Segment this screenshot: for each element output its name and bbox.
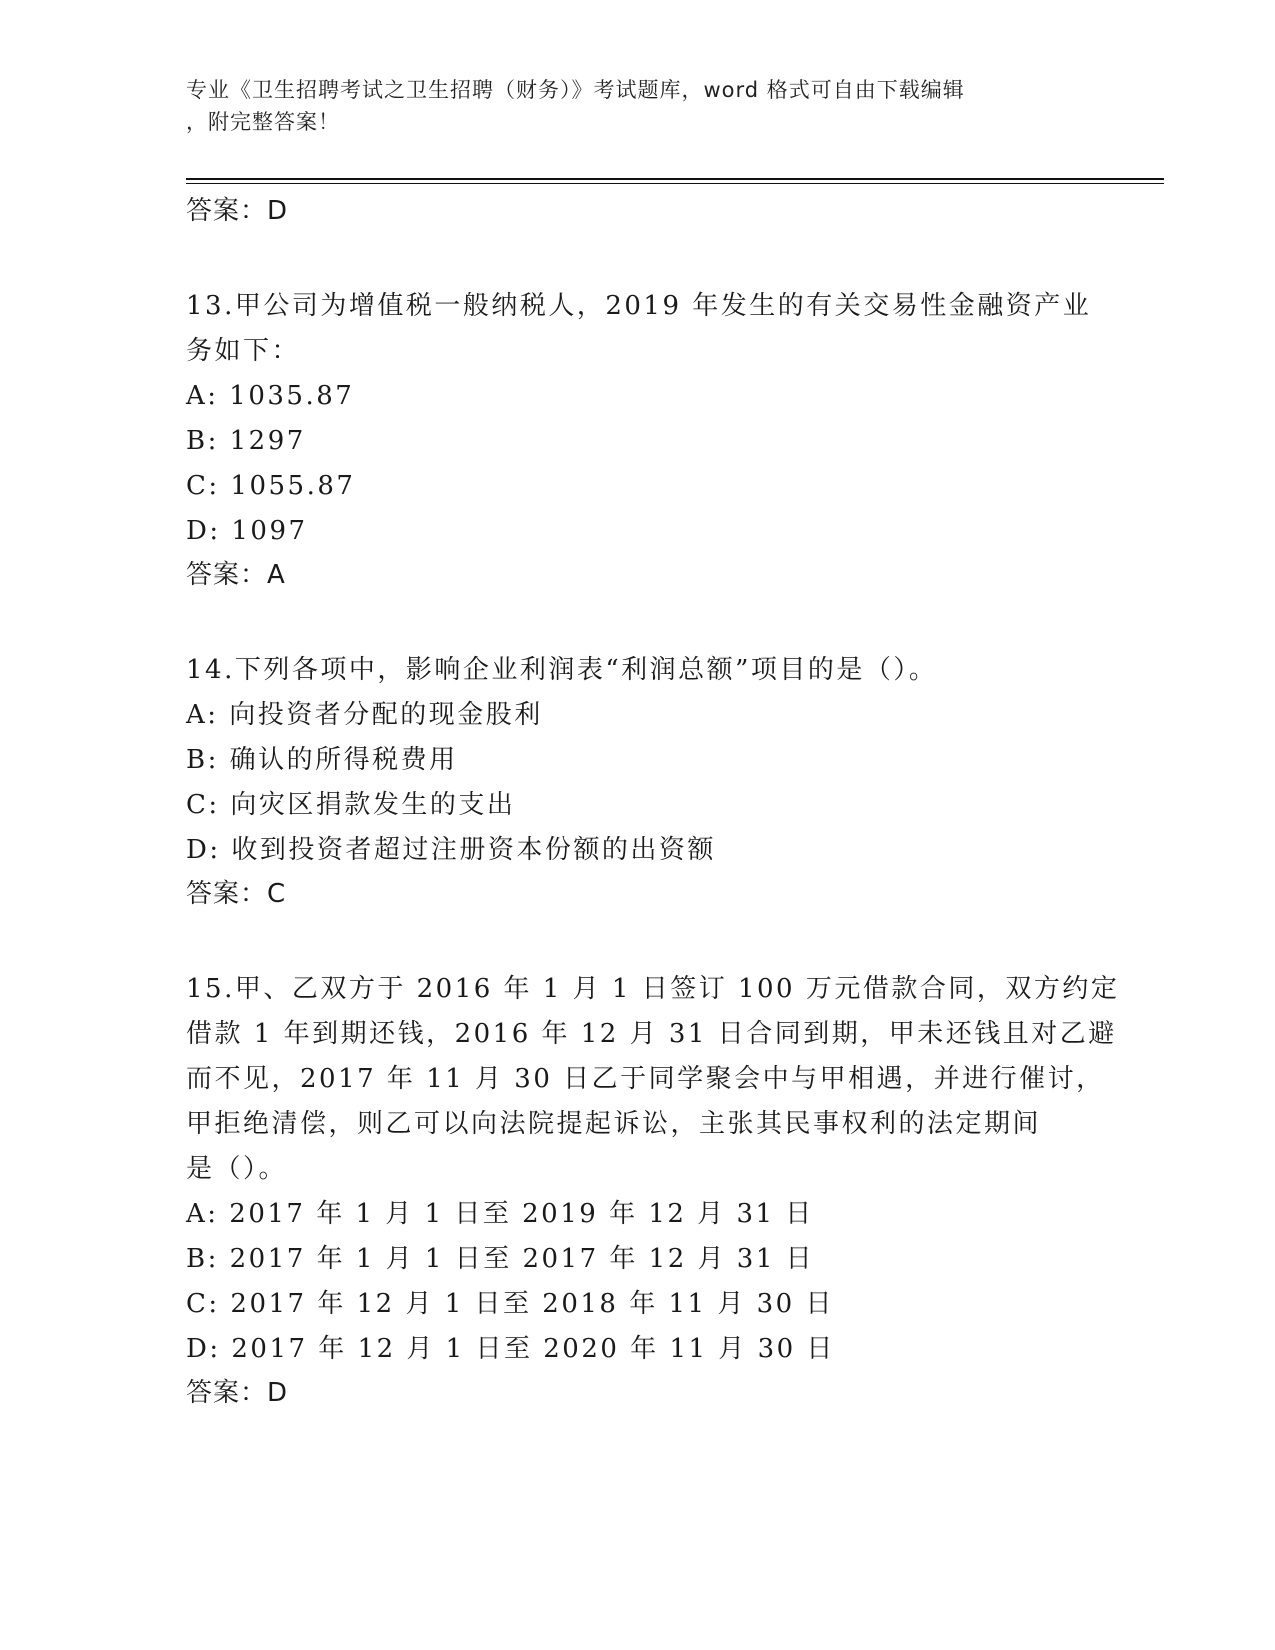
answer-label: 答案：A <box>186 560 286 590</box>
option-c: C: 2017 年 12 月 1 日至 2018 年 11 月 30 日 <box>186 1289 834 1319</box>
question-text-line: 15.甲、乙双方于 2016 年 1 月 1 日签订 100 万元借款合同，双方约定 <box>186 974 1120 1004</box>
question-13 <box>186 284 1126 374</box>
question-text-line: 是（）。 <box>186 1154 288 1184</box>
header-divider-thin <box>186 183 1164 184</box>
question-text-line: 13.甲公司为增值税一般纳税人，2019 年发生的有关交易性金融资产业 <box>186 291 1092 321</box>
question-15 <box>186 967 1126 1192</box>
option-a: A: 1035.87 <box>186 381 355 411</box>
spacer <box>186 915 1126 967</box>
spacer <box>186 232 1126 284</box>
answer-label: 答案：D <box>186 196 289 226</box>
page-header <box>186 74 1066 138</box>
question-text-line: 务如下： <box>186 336 301 366</box>
header-divider-thick <box>186 178 1164 180</box>
question-text-line: 14.下列各项中，影响企业利润表“利润总额”项目的是（）。 <box>186 655 938 685</box>
option-c: C: 1055.87 <box>186 471 356 501</box>
option-c: C: 向灾区捐款发生的支出 <box>186 790 516 820</box>
option-d: D: 收到投资者超过注册资本份额的出资额 <box>186 835 716 865</box>
question-text-line: 甲拒绝清偿，则乙可以向法院提起诉讼，主张其民事权利的法定期间 <box>186 1109 1042 1139</box>
question-list <box>186 190 1126 1414</box>
option-b: B: 2017 年 1 月 1 日至 2017 年 12 月 31 日 <box>186 1244 815 1274</box>
answer-label: 答案：C <box>186 879 287 909</box>
option-d: D: 1097 <box>186 516 308 546</box>
question-14 <box>186 648 1126 693</box>
question-text-line: 借款 1 年到期还钱，2016 年 12 月 31 日合同到期，甲未还钱且对乙避 <box>186 1019 1117 1049</box>
header-line: 专业《卫生招聘考试之卫生招聘（财务）》考试题库，word 格式可自由下载编辑 <box>186 78 965 102</box>
spacer <box>186 596 1126 648</box>
option-b: B: 确认的所得税费用 <box>186 745 458 775</box>
header-line: ，附完整答案！ <box>186 110 340 134</box>
answer-label: 答案：D <box>186 1378 289 1408</box>
question-text-line: 而不见，2017 年 11 月 30 日乙于同学聚会中与甲相遇，并进行催讨， <box>186 1064 1105 1094</box>
option-d: D: 2017 年 12 月 1 日至 2020 年 11 月 30 日 <box>186 1334 835 1364</box>
option-b: B: 1297 <box>186 426 306 456</box>
option-a: A: 2017 年 1 月 1 日至 2019 年 12 月 31 日 <box>186 1199 814 1229</box>
option-a: A: 向投资者分配的现金股利 <box>186 700 543 730</box>
